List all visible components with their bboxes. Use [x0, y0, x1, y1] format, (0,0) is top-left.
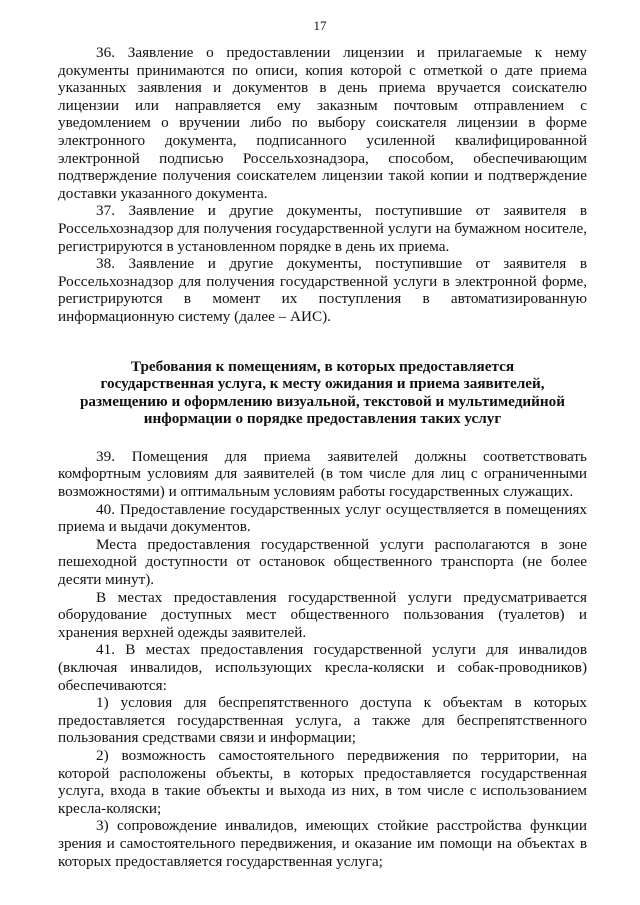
paragraph-40-places: Места предоставления государственной услуги располагаются в зоне пешеходной доступности от остановок общественного транспорта (не более десяти минут). [58, 535, 587, 589]
paragraph-40: 40. Предоставление государственных услуг осуществляется в помещениях приема и выдачи документов. [58, 500, 587, 536]
paragraph-41: 41. В местах предоставления государственной услуги для инвалидов (включая инвалидов, использующих кресла-коляски и собак-проводников) обеспечиваются: [58, 641, 587, 694]
paragraph-40-facilities: В местах предоставления государственной услуги предусматривается оборудование доступных мест общественного пользования (туалетов) и хранения верхней одежды заявителей. [58, 588, 587, 641]
section-heading-line: государственная услуга, к месту ожидания и приема заявителей, [100, 375, 545, 393]
section-heading-line: размещению и оформлению визуальной, текстовой и мультимедийной [79, 392, 566, 410]
paragraph-37: 37. Заявление и другие документы, поступившие от заявителя в Россельхознадзор для получения государственной услуги на бумажном носителе, регистрируются в установленном порядке в день их приема. [58, 202, 587, 255]
paragraph-41-item-2: 2) возможность самостоятельного передвижения по территории, на которой расположены объекты, в которых предоставляется государственная услуга, входа в такие объекты и выхода из них, в том числе с использованием кресла-коляски; [58, 746, 587, 817]
section-heading [58, 358, 587, 428]
document-body [58, 44, 587, 870]
section-heading-line: информации о порядке предоставления таких услуг [143, 410, 502, 428]
paragraph-39: 39. Помещения для приема заявителей должны соответствовать комфортным условиям для заявителей (в том числе для лиц с ограниченными возможностями) и оптимальным условиям работы государственных служащих. [58, 447, 587, 501]
paragraph-41-item-3: 3) сопровождение инвалидов, имеющих стойкие расстройства функции зрения и самостоятельного передвижения, и оказание им помощи на объектах в которых предоставляется государственная услуга; [58, 817, 587, 870]
paragraph-41-item-1: 1) условия для беспрепятственного доступа к объектам в которых предоставляется государственная услуга, а также для беспрепятственного пользования средствами связи и информации; [58, 694, 587, 747]
section-heading-line: Требования к помещениям, в которых предоставляется [130, 357, 515, 375]
paragraph-36: 36. Заявление о предоставлении лицензии и прилагаемые к нему документы принимаются по описи, копия которой с отметкой о дате приема указанных заявления и документов в день приема вручается соискателю лицензии или направляется ему заказным почтовым отправлением с уведомлением о вручении либо по выбору соискателя лицензии в форме электронного документа, подписанного усиленной квалифицированной электронной подписью Россельхознадзора, способом, обеспечивающим подтверждение получения соискателем лицензии такой копии и подтверждение доставки указанного документа. [58, 44, 587, 202]
page-number: 17 [313, 18, 327, 33]
paragraph-38: 38. Заявление и другие документы, поступившие от заявителя в Россельхознадзор для получения государственной услуги в электронной форме, регистрируются в момент их поступления в автоматизированную информационную систему (далее – АИС). [58, 255, 587, 325]
